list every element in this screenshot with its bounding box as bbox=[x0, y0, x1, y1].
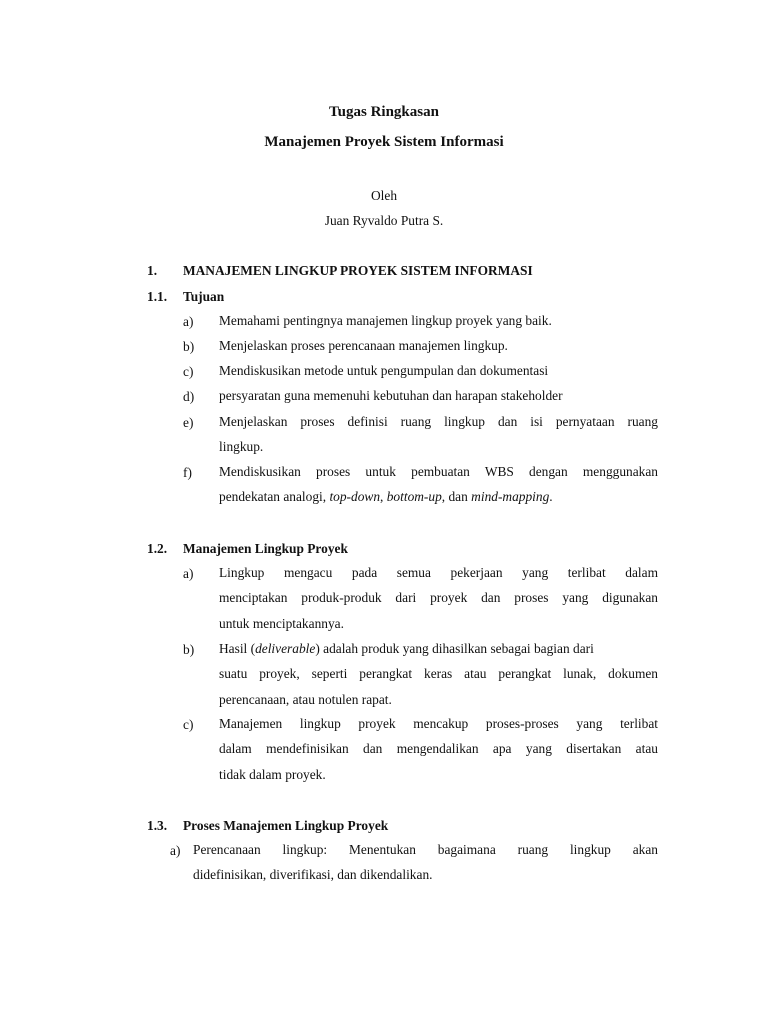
subsection-1-2-heading bbox=[147, 541, 348, 557]
italic-term: deliverable bbox=[255, 641, 316, 656]
list-marker: a) bbox=[183, 566, 194, 581]
text-run: pendekatan analogi, bbox=[219, 489, 330, 505]
subsection-1-1-heading bbox=[147, 289, 224, 305]
list-item-text: persyaratan guna memenuhi kebutuhan dan harapan stakeholder bbox=[219, 388, 563, 403]
list-marker: c) bbox=[183, 717, 194, 732]
text-run: , bbox=[380, 489, 387, 505]
section-number: 1. bbox=[147, 263, 158, 278]
list-item-text: lingkup. bbox=[219, 439, 264, 455]
italic-term: mind-mapping bbox=[471, 489, 550, 505]
list-item-text: Perencanaan lingkup: Menentukan bagaimana ruang lingkup akan bbox=[193, 842, 658, 857]
list-marker: d) bbox=[183, 389, 195, 404]
document-subtitle: Manajemen Proyek Sistem Informasi bbox=[264, 134, 504, 150]
list-marker: f) bbox=[183, 465, 192, 480]
list-item-text: suatu proyek, seperti perangkat keras atau perangkat lunak, dokumen bbox=[219, 666, 658, 682]
list-item-text bbox=[219, 484, 658, 509]
subsection-title: Manajemen Lingkup Proyek bbox=[183, 541, 348, 556]
list-item-text: Manajemen lingkup proyek mencakup proses-proses yang terlibat bbox=[219, 716, 658, 731]
author-name: Juan Ryvaldo Putra S. bbox=[324, 213, 444, 228]
text-run: ) adalah produk yang dihasilkan sebagai bagian dari bbox=[315, 641, 594, 656]
list-marker: b) bbox=[183, 339, 195, 354]
document-title: Tugas Ringkasan bbox=[329, 104, 439, 120]
subsection-title: Proses Manajemen Lingkup Proyek bbox=[183, 818, 389, 833]
italic-term: top-down bbox=[329, 489, 381, 505]
by-label: Oleh bbox=[370, 188, 398, 203]
list-item-text: Memahami pentingnya manajemen lingkup proyek yang baik. bbox=[219, 313, 552, 328]
section-title: MANAJEMEN LINGKUP PROYEK SISTEM INFORMASI bbox=[183, 263, 533, 278]
list-item-text: dalam mendefinisikan dan mengendalikan apa yang disertakan atau bbox=[219, 741, 658, 757]
subsection-title: Tujuan bbox=[183, 289, 225, 304]
list-item-text: tidak dalam proyek. bbox=[219, 766, 326, 782]
italic-term: bottom-up bbox=[386, 489, 442, 505]
list-item-text: untuk menciptakannya. bbox=[219, 615, 344, 631]
list-marker: a) bbox=[170, 843, 181, 858]
list-item-text bbox=[219, 636, 658, 661]
list-marker: b) bbox=[183, 642, 195, 657]
list-item-text: Menjelaskan proses perencanaan manajemen lingkup. bbox=[219, 338, 508, 353]
subsection-number: 1.1. bbox=[147, 289, 168, 304]
subsection-number: 1.3. bbox=[147, 818, 168, 833]
list-item-text: Mendiskusikan metode untuk pengumpulan dan dokumentasi bbox=[219, 363, 549, 378]
list-item-text: didefinisikan, diverifikasi, dan dikendalikan. bbox=[193, 867, 433, 883]
subsection-number: 1.2. bbox=[147, 541, 168, 556]
list-marker: a) bbox=[183, 314, 194, 329]
list-item-text: perencanaan, atau notulen rapat. bbox=[219, 691, 392, 707]
text-run: . bbox=[549, 489, 553, 505]
list-item-text: Menjelaskan proses definisi ruang lingkup dan isi pernyataan ruang bbox=[219, 414, 658, 429]
section-1-heading bbox=[147, 263, 533, 279]
list-item-text: menciptakan produk-produk dari proyek dan proses yang digunakan bbox=[219, 590, 658, 606]
subsection-1-3-heading bbox=[147, 818, 388, 834]
text-run: Hasil ( bbox=[219, 641, 256, 656]
list-item-text: Mendiskusikan proses untuk pembuatan WBS dengan menggunakan bbox=[219, 464, 658, 479]
list-marker: e) bbox=[183, 415, 194, 430]
list-item-text: Lingkup mengacu pada semua pekerjaan yang terlibat dalam bbox=[219, 565, 658, 580]
list-marker: c) bbox=[183, 364, 194, 379]
text-run: , dan bbox=[441, 489, 472, 505]
